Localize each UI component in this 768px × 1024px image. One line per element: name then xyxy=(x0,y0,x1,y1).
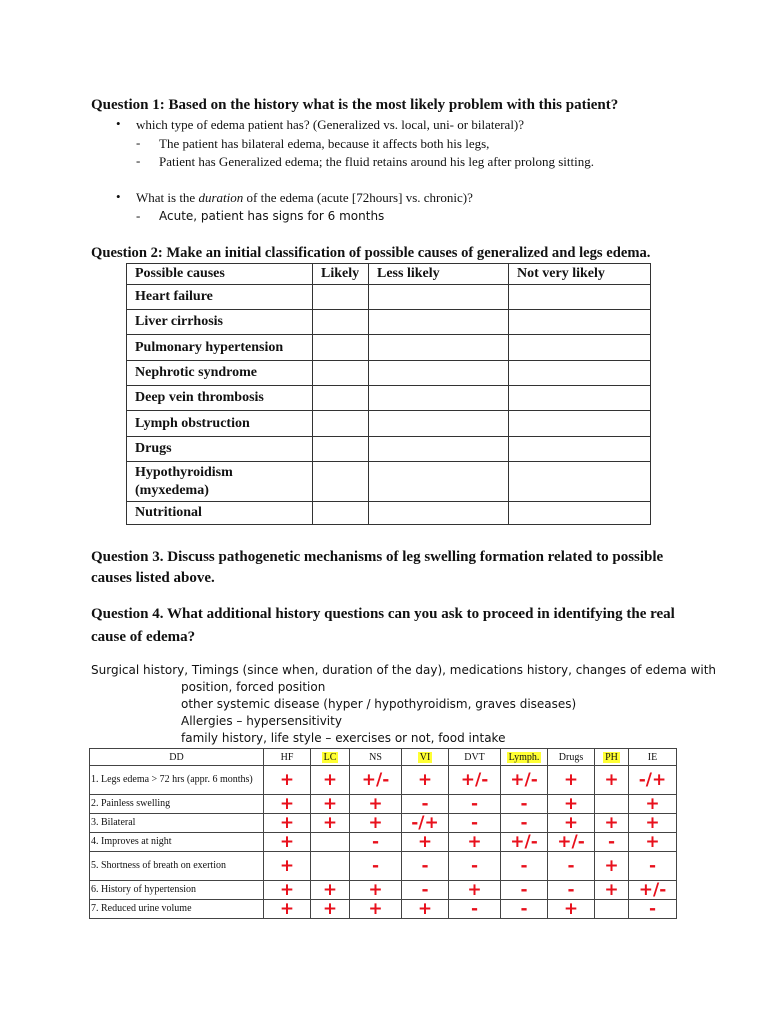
header-cell: Possible causes xyxy=(127,264,313,285)
mark-cell xyxy=(629,795,677,814)
mark-cell xyxy=(350,881,402,900)
mark-cell xyxy=(548,881,595,900)
handwritten-mark: - xyxy=(648,855,657,876)
question-1-title: Question 1: Based on the history what is the most likely problem with this patient? xyxy=(91,97,619,113)
empty-cell xyxy=(369,437,509,462)
empty-cell xyxy=(313,361,369,386)
dd-header-label: Lymph. xyxy=(508,751,540,763)
mark-cell xyxy=(311,814,350,833)
empty-cell xyxy=(509,310,651,335)
handwritten-mark: - xyxy=(520,812,528,833)
handwritten-mark: + xyxy=(645,793,660,814)
mark-cell xyxy=(548,795,595,814)
dd-header-cell xyxy=(629,749,677,766)
mark-cell xyxy=(501,814,548,833)
mark-cell xyxy=(449,852,501,881)
criterion-label: 2. Painless swelling xyxy=(90,795,264,814)
empty-cell xyxy=(313,285,369,310)
table-row xyxy=(127,437,651,462)
handwritten-mark: + xyxy=(368,879,383,900)
mark-cell xyxy=(350,852,402,881)
handwritten-mark: +/- xyxy=(510,769,538,790)
empty-cell xyxy=(509,285,651,310)
mark-cell xyxy=(350,900,402,919)
dd-header-label: VI xyxy=(419,751,431,763)
handwritten-mark: -/+ xyxy=(411,812,439,833)
table-row xyxy=(127,462,651,502)
handwritten-mark: - xyxy=(520,879,528,900)
mark-cell xyxy=(595,881,629,900)
mark-cell xyxy=(311,852,350,881)
handwritten-mark: + xyxy=(279,793,295,814)
empty-cell xyxy=(369,411,509,437)
mark-cell xyxy=(402,795,449,814)
handwritten-mark: + xyxy=(322,898,338,919)
handwritten-mark: - xyxy=(470,793,479,814)
bullet-icon: • xyxy=(116,189,121,204)
mark-cell xyxy=(629,833,677,852)
cause-cell: Heart failure xyxy=(127,285,313,310)
handwritten-mark: + xyxy=(322,769,338,790)
question-2-title: Question 2: Make an initial classification of possible causes of generalized and legs edema. xyxy=(91,245,651,261)
mark-cell xyxy=(264,900,311,919)
table-row xyxy=(90,900,677,919)
handwritten-mark: + xyxy=(279,855,295,876)
dd-header-cell xyxy=(595,749,629,766)
mark-cell xyxy=(449,833,501,852)
header-cell: Less likely xyxy=(369,264,509,285)
dd-header-cell xyxy=(402,749,449,766)
question-3-line1: Question 3. Discuss pathogenetic mechanisms of leg swelling formation related to possible xyxy=(91,549,664,565)
empty-cell xyxy=(509,386,651,411)
criterion-label: 1. Legs edema > 72 hrs (appr. 6 months) xyxy=(90,766,264,795)
handwritten-mark: + xyxy=(563,793,579,814)
cause-cell: Drugs xyxy=(127,437,313,462)
table-row xyxy=(127,502,651,525)
table-row xyxy=(127,386,651,411)
dd-header-label: IE xyxy=(647,751,658,763)
empty-cell xyxy=(369,310,509,335)
mark-cell xyxy=(629,814,677,833)
handwritten-mark: - xyxy=(567,879,575,900)
criterion-label: 3. Bilateral xyxy=(90,814,264,833)
handwritten-mark: +/- xyxy=(557,831,585,852)
table-header-row xyxy=(127,264,651,285)
handwritten-mark: + xyxy=(604,812,619,833)
mark-cell xyxy=(548,833,595,852)
table-row xyxy=(127,361,651,386)
history-line: other systemic disease (hyper / hypothyroidism, graves diseases) xyxy=(181,697,577,711)
cause-cell: Deep vein thrombosis xyxy=(127,386,313,411)
handwritten-mark: + xyxy=(645,812,660,833)
handwritten-mark: + xyxy=(417,831,433,852)
dash-icon: - xyxy=(136,153,141,168)
dd-header-label: Drugs xyxy=(558,751,584,763)
table-row xyxy=(90,852,677,881)
dd-header-label: DVT xyxy=(464,751,485,763)
mark-cell xyxy=(449,881,501,900)
handwritten-mark: +/- xyxy=(510,831,538,852)
empty-cell xyxy=(369,386,509,411)
mark-cell xyxy=(501,852,548,881)
table-row xyxy=(127,310,651,335)
dd-header-cell xyxy=(501,749,548,766)
mark-cell xyxy=(264,766,311,795)
dd-header-label: HF xyxy=(280,751,294,763)
handwritten-mark: + xyxy=(563,769,579,790)
dash-icon: - xyxy=(136,208,141,223)
empty-cell xyxy=(509,361,651,386)
empty-cell xyxy=(313,437,369,462)
mark-cell xyxy=(501,881,548,900)
mark-cell xyxy=(501,833,548,852)
mark-cell xyxy=(402,881,449,900)
handwritten-mark: + xyxy=(279,879,295,900)
header-cell: Likely xyxy=(313,264,369,285)
handwritten-mark: + xyxy=(368,812,383,833)
empty-cell xyxy=(369,285,509,310)
handwritten-mark: + xyxy=(604,769,619,790)
mark-cell xyxy=(264,814,311,833)
mark-cell xyxy=(595,900,629,919)
mark-cell xyxy=(311,833,350,852)
handwritten-mark: + xyxy=(279,831,295,852)
dd-body xyxy=(90,766,677,919)
mark-cell xyxy=(402,833,449,852)
criterion-label: 4. Improves at night xyxy=(90,833,264,852)
handwritten-mark: + xyxy=(279,898,295,919)
mark-cell xyxy=(595,795,629,814)
handwritten-mark: +/- xyxy=(460,769,489,790)
table-row xyxy=(127,285,651,310)
table-row xyxy=(90,795,677,814)
cause-cell: Nutritional xyxy=(127,502,313,525)
table-row xyxy=(90,833,677,852)
handwritten-mark: - xyxy=(648,898,657,919)
history-line: Surgical history, Timings (since when, duration of the day), medications history, changes of edema with xyxy=(91,663,717,677)
handwritten-mark: - xyxy=(520,793,528,814)
dd-header-cell xyxy=(350,749,402,766)
dd-header-label: PH xyxy=(605,751,618,763)
empty-cell xyxy=(509,462,651,502)
table-row xyxy=(90,881,677,900)
handwritten-mark: + xyxy=(467,831,482,852)
table-row xyxy=(90,766,677,795)
table-row xyxy=(90,814,677,833)
history-line: Allergies – hypersensitivity xyxy=(181,714,342,728)
mark-cell xyxy=(402,766,449,795)
dd-header-cell xyxy=(90,749,264,766)
mark-cell xyxy=(501,766,548,795)
empty-cell xyxy=(313,386,369,411)
cause-cell: Lymph obstruction xyxy=(127,411,313,437)
handwritten-mark: + xyxy=(604,855,619,876)
handwritten-mark: - xyxy=(421,855,429,876)
criterion-label: 5. Shortness of breath on exertion xyxy=(90,852,264,881)
handwritten-mark: - xyxy=(470,898,479,919)
handwritten-mark: + xyxy=(279,812,295,833)
table-row xyxy=(127,411,651,437)
handwritten-mark: + xyxy=(645,831,660,852)
mark-cell xyxy=(264,852,311,881)
mark-cell xyxy=(402,900,449,919)
q1-answer-duration: Acute, patient has signs for 6 months xyxy=(159,209,385,223)
q1-bullet-duration: What is the duration of the edema (acute [72hours] vs. chronic)? xyxy=(136,190,473,205)
empty-cell xyxy=(509,437,651,462)
mark-cell xyxy=(595,766,629,795)
criterion-label: 7. Reduced urine volume xyxy=(90,900,264,919)
dd-header-row xyxy=(90,749,677,766)
question-3-line2: causes listed above. xyxy=(91,570,215,586)
handwritten-mark: + xyxy=(279,769,295,790)
handwritten-mark: - xyxy=(567,855,575,876)
mark-cell xyxy=(311,766,350,795)
cause-cell: Hypothyroidism (myxedema) xyxy=(127,462,313,502)
handwritten-mark: + xyxy=(417,769,433,790)
handwritten-mark: + xyxy=(322,793,338,814)
mark-cell xyxy=(311,795,350,814)
dd-header-label: LC xyxy=(323,751,337,763)
mark-cell xyxy=(548,852,595,881)
q1-answer-bilateral: The patient has bilateral edema, because it affects both his legs, xyxy=(159,136,490,151)
handwritten-mark: - xyxy=(470,855,479,876)
mark-cell xyxy=(548,766,595,795)
empty-cell xyxy=(369,361,509,386)
empty-cell xyxy=(509,411,651,437)
mark-cell xyxy=(350,795,402,814)
empty-cell xyxy=(369,335,509,361)
causes-table xyxy=(126,263,651,525)
dash-icon: - xyxy=(136,135,141,150)
empty-cell xyxy=(313,310,369,335)
mark-cell xyxy=(501,900,548,919)
mark-cell xyxy=(350,833,402,852)
handwritten-mark: + xyxy=(467,879,482,900)
empty-cell xyxy=(313,502,369,525)
handwritten-mark: + xyxy=(322,812,338,833)
handwritten-mark: + xyxy=(322,879,338,900)
mark-cell xyxy=(449,814,501,833)
question-4-line2: cause of edema? xyxy=(91,629,196,645)
handwritten-mark: + xyxy=(368,793,383,814)
differential-diagnosis-table xyxy=(89,748,677,919)
handwritten-mark: - xyxy=(371,855,380,876)
empty-cell xyxy=(313,462,369,502)
q1-bullet-type: which type of edema patient has? (Generalized vs. local, uni- or bilateral)? xyxy=(136,117,525,132)
mark-cell xyxy=(311,900,350,919)
mark-cell xyxy=(402,852,449,881)
handwritten-mark: - xyxy=(520,898,528,919)
history-line: position, forced position xyxy=(181,680,326,694)
empty-cell xyxy=(509,502,651,525)
handwritten-mark: + xyxy=(417,898,433,919)
mark-cell xyxy=(548,900,595,919)
mark-cell xyxy=(595,852,629,881)
mark-cell xyxy=(449,766,501,795)
dd-header-label: NS xyxy=(369,751,382,763)
mark-cell xyxy=(449,900,501,919)
mark-cell xyxy=(501,795,548,814)
handwritten-mark: +/- xyxy=(638,879,667,900)
mark-cell xyxy=(264,795,311,814)
empty-cell xyxy=(369,502,509,525)
handwritten-mark: - xyxy=(520,855,528,876)
mark-cell xyxy=(595,814,629,833)
bullet-icon: • xyxy=(116,116,121,131)
mark-cell xyxy=(311,881,350,900)
dd-header-cell xyxy=(311,749,350,766)
handwritten-mark: -/+ xyxy=(638,769,667,790)
handwritten-mark: - xyxy=(607,831,616,852)
q1-answer-generalized: Patient has Generalized edema; the fluid retains around his leg after prolong sitting. xyxy=(159,154,595,169)
cause-cell: Liver cirrhosis xyxy=(127,310,313,335)
handwritten-mark: +/- xyxy=(361,769,390,790)
mark-cell xyxy=(449,795,501,814)
mark-cell xyxy=(264,881,311,900)
mark-cell xyxy=(629,900,677,919)
dd-header-cell xyxy=(449,749,501,766)
mark-cell xyxy=(350,766,402,795)
handwritten-mark: - xyxy=(421,879,429,900)
cause-cell: Nephrotic syndrome xyxy=(127,361,313,386)
criterion-label: 6. History of hypertension xyxy=(90,881,264,900)
dd-header-cell xyxy=(264,749,311,766)
empty-cell xyxy=(509,335,651,361)
table-row xyxy=(127,335,651,361)
handwritten-mark: - xyxy=(470,812,479,833)
mark-cell xyxy=(350,814,402,833)
history-line: family history, life style – exercises or not, food intake xyxy=(181,731,506,745)
mark-cell xyxy=(629,766,677,795)
empty-cell xyxy=(313,335,369,361)
header-cell: Not very likely xyxy=(509,264,651,285)
mark-cell xyxy=(264,833,311,852)
empty-cell xyxy=(369,462,509,502)
dd-header-label: DD xyxy=(169,751,184,763)
cause-cell: Pulmonary hypertension xyxy=(127,335,313,361)
mark-cell xyxy=(629,852,677,881)
handwritten-mark: + xyxy=(368,898,383,919)
dd-header-cell xyxy=(548,749,595,766)
handwritten-mark: - xyxy=(371,831,380,852)
question-4-line1: Question 4. What additional history questions can you ask to proceed in identifying the real xyxy=(91,606,675,622)
mark-cell xyxy=(402,814,449,833)
handwritten-mark: + xyxy=(563,812,579,833)
handwritten-mark: + xyxy=(563,898,579,919)
empty-cell xyxy=(313,411,369,437)
handwritten-mark: + xyxy=(604,879,619,900)
mark-cell xyxy=(595,833,629,852)
handwritten-mark: - xyxy=(421,793,429,814)
mark-cell xyxy=(629,881,677,900)
mark-cell xyxy=(548,814,595,833)
